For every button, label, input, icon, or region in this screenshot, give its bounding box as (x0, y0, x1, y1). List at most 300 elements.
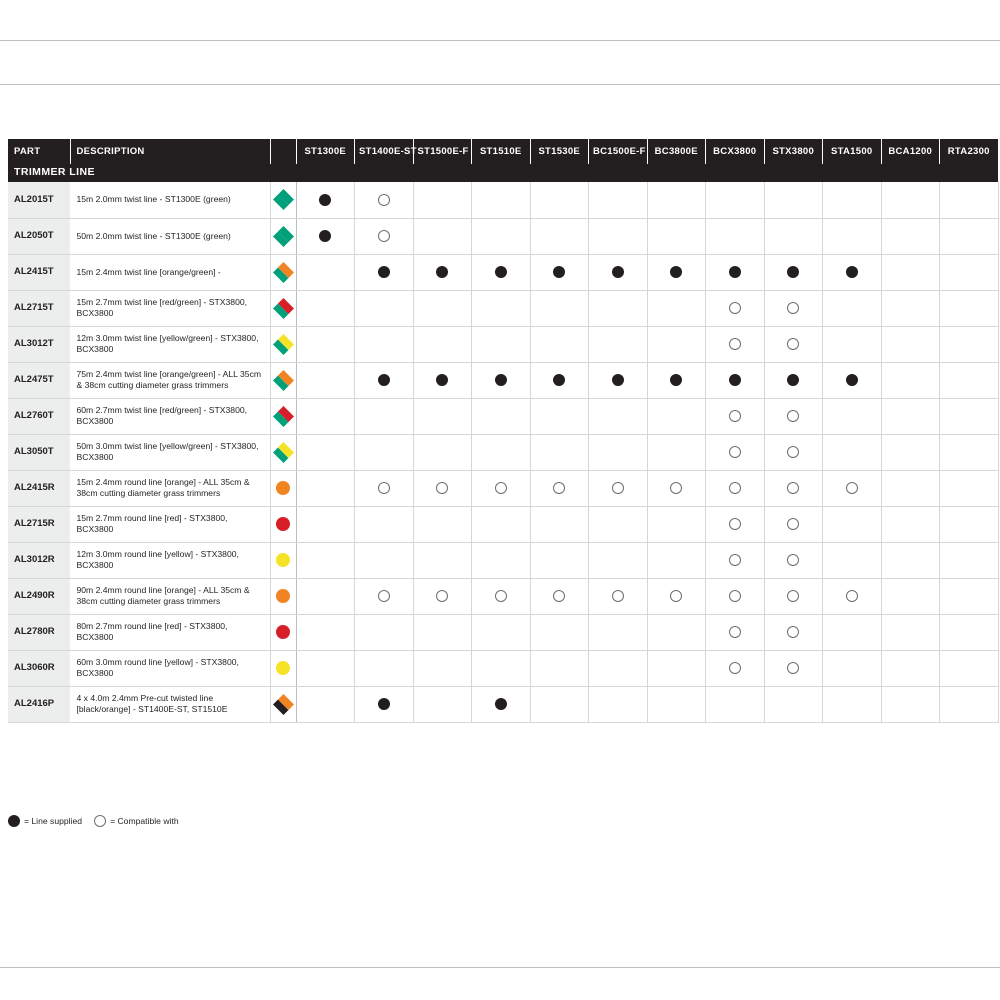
cell-compatibility-mark (881, 470, 940, 506)
cell-compatibility-mark (355, 254, 414, 290)
compatibility-table-container (8, 139, 992, 723)
cell-part-number: AL2416P (8, 686, 70, 722)
colour-swatch-icon (276, 553, 290, 567)
cell-compatibility-mark (881, 254, 940, 290)
cell-compatibility-mark (413, 218, 472, 254)
cell-compatibility-mark (881, 614, 940, 650)
cell-description: 60m 2.7mm twist line [red/green] - STX3800, BCX3800 (70, 398, 270, 434)
cell-compatibility-mark (296, 362, 355, 398)
cell-compatibility-mark (589, 434, 648, 470)
column-header-model: STA1500 (823, 139, 882, 164)
cell-compatibility-mark (413, 686, 472, 722)
table-header-row (8, 139, 998, 164)
cell-compatibility-mark (940, 290, 999, 326)
compatible-with-icon (729, 410, 741, 422)
column-header-model: BCX3800 (706, 139, 765, 164)
compatible-with-icon (436, 590, 448, 602)
cell-part-number: AL2475T (8, 362, 70, 398)
cell-compatibility-mark (589, 398, 648, 434)
cell-part-number: AL2715T (8, 290, 70, 326)
cell-compatibility-mark (940, 398, 999, 434)
compatible-with-icon (729, 446, 741, 458)
cell-compatibility-mark (823, 398, 882, 434)
cell-compatibility-mark (472, 434, 531, 470)
table-row (8, 470, 998, 506)
cell-compatibility-mark (530, 218, 589, 254)
cell-compatibility-mark (589, 614, 648, 650)
column-header-swatch (270, 139, 296, 164)
cell-compatibility-mark (764, 290, 823, 326)
cell-compatibility-mark (355, 182, 414, 218)
cell-description: 50m 3.0mm twist line [yellow/green] - STX3800, BCX3800 (70, 434, 270, 470)
cell-compatibility-mark (413, 254, 472, 290)
line-supplied-icon (787, 266, 799, 278)
cell-compatibility-mark (647, 290, 706, 326)
cell-colour-swatch (270, 578, 296, 614)
cell-compatibility-mark (764, 254, 823, 290)
column-header-model: ST1510E (472, 139, 531, 164)
cell-compatibility-mark (355, 578, 414, 614)
cell-compatibility-mark (881, 542, 940, 578)
compatible-with-icon (729, 482, 741, 494)
table-row (8, 326, 998, 362)
cell-description: 12m 3.0mm round line [yellow] - STX3800, BCX3800 (70, 542, 270, 578)
cell-compatibility-mark (472, 254, 531, 290)
table-row (8, 362, 998, 398)
cell-compatibility-mark (647, 362, 706, 398)
cell-compatibility-mark (296, 470, 355, 506)
table-row (8, 398, 998, 434)
line-supplied-icon (319, 194, 331, 206)
cell-compatibility-mark (413, 290, 472, 326)
cell-compatibility-mark (472, 614, 531, 650)
cell-compatibility-mark (706, 218, 765, 254)
cell-compatibility-mark (764, 578, 823, 614)
line-supplied-icon (612, 374, 624, 386)
compatible-with-icon (378, 194, 390, 206)
cell-compatibility-mark (589, 362, 648, 398)
cell-compatibility-mark (472, 542, 531, 578)
compatible-with-icon (612, 482, 624, 494)
cell-compatibility-mark (589, 686, 648, 722)
line-supplied-icon (729, 266, 741, 278)
cell-compatibility-mark (647, 614, 706, 650)
cell-part-number: AL2415T (8, 254, 70, 290)
compatible-with-icon (787, 554, 799, 566)
line-supplied-icon (553, 374, 565, 386)
line-supplied-icon (846, 266, 858, 278)
cell-compatibility-mark (472, 290, 531, 326)
table-row (8, 182, 998, 218)
cell-compatibility-mark (647, 506, 706, 542)
cell-compatibility-mark (881, 362, 940, 398)
cell-compatibility-mark (589, 326, 648, 362)
cell-compatibility-mark (355, 218, 414, 254)
cell-compatibility-mark (647, 218, 706, 254)
table-row (8, 650, 998, 686)
compatible-with-icon (495, 482, 507, 494)
colour-swatch-icon (276, 481, 290, 495)
cell-compatibility-mark (940, 362, 999, 398)
cell-compatibility-mark (530, 578, 589, 614)
cell-compatibility-mark (706, 290, 765, 326)
compatible-with-icon (670, 590, 682, 602)
footer-divider (0, 967, 1000, 968)
colour-swatch-icon (272, 369, 293, 390)
line-supplied-icon (787, 374, 799, 386)
cell-description: 75m 2.4mm twist line [orange/green] - ALL 35cm & 38cm cutting diameter grass trimmers (70, 362, 270, 398)
cell-compatibility-mark (530, 434, 589, 470)
colour-swatch-icon (276, 625, 290, 639)
cell-compatibility-mark (764, 686, 823, 722)
cell-compatibility-mark (413, 362, 472, 398)
cell-description: 15m 2.7mm twist line [red/green] - STX3800, BCX3800 (70, 290, 270, 326)
compatible-with-icon (612, 590, 624, 602)
cell-compatibility-mark (589, 290, 648, 326)
cell-part-number: AL2715R (8, 506, 70, 542)
legend (8, 815, 187, 827)
cell-compatibility-mark (823, 506, 882, 542)
cell-compatibility-mark (530, 254, 589, 290)
cell-compatibility-mark (706, 254, 765, 290)
line-supplied-icon (495, 374, 507, 386)
column-header-model: ST1500E-F (413, 139, 472, 164)
compatible-with-icon (787, 626, 799, 638)
cell-compatibility-mark (940, 542, 999, 578)
cell-compatibility-mark (881, 650, 940, 686)
cell-compatibility-mark (355, 362, 414, 398)
cell-compatibility-mark (647, 326, 706, 362)
cell-compatibility-mark (647, 182, 706, 218)
cell-compatibility-mark (706, 326, 765, 362)
compatible-with-icon (436, 482, 448, 494)
cell-description: 90m 2.4mm round line [orange] - ALL 35cm & 38cm cutting diameter grass trimmers (70, 578, 270, 614)
cell-colour-swatch (270, 506, 296, 542)
line-supplied-icon (319, 230, 331, 242)
cell-compatibility-mark (355, 614, 414, 650)
cell-compatibility-mark (881, 326, 940, 362)
colour-swatch-icon (276, 661, 290, 675)
cell-colour-swatch (270, 254, 296, 290)
cell-compatibility-mark (472, 362, 531, 398)
cell-compatibility-mark (940, 254, 999, 290)
line-supplied-icon (495, 698, 507, 710)
cell-compatibility-mark (823, 218, 882, 254)
cell-compatibility-mark (355, 290, 414, 326)
cell-description: 15m 2.4mm round line [orange] - ALL 35cm & 38cm cutting diameter grass trimmers (70, 470, 270, 506)
table-row (8, 254, 998, 290)
column-header-model: BC1500E-F (589, 139, 648, 164)
cell-colour-swatch (270, 650, 296, 686)
cell-compatibility-mark (823, 182, 882, 218)
cell-compatibility-mark (940, 578, 999, 614)
cell-compatibility-mark (764, 434, 823, 470)
cell-compatibility-mark (589, 470, 648, 506)
cell-compatibility-mark (881, 218, 940, 254)
compatible-with-icon (846, 482, 858, 494)
cell-description: 15m 2.0mm twist line - ST1300E (green) (70, 182, 270, 218)
cell-compatibility-mark (940, 182, 999, 218)
column-header-model: RTA2300 (940, 139, 999, 164)
cell-compatibility-mark (706, 434, 765, 470)
cell-compatibility-mark (881, 290, 940, 326)
cell-compatibility-mark (823, 614, 882, 650)
cell-compatibility-mark (940, 218, 999, 254)
cell-compatibility-mark (472, 650, 531, 686)
header-divider-top (0, 40, 1000, 41)
line-supplied-icon (436, 266, 448, 278)
compatible-with-icon (729, 554, 741, 566)
cell-colour-swatch (270, 686, 296, 722)
cell-compatibility-mark (589, 218, 648, 254)
cell-compatibility-mark (472, 686, 531, 722)
cell-compatibility-mark (764, 182, 823, 218)
cell-compatibility-mark (472, 398, 531, 434)
compatible-with-icon (729, 338, 741, 350)
compatible-with-icon (729, 626, 741, 638)
cell-compatibility-mark (296, 218, 355, 254)
cell-compatibility-mark (530, 506, 589, 542)
cell-compatibility-mark (413, 398, 472, 434)
cell-colour-swatch (270, 434, 296, 470)
cell-compatibility-mark (472, 326, 531, 362)
line-supplied-icon (553, 266, 565, 278)
cell-compatibility-mark (940, 470, 999, 506)
cell-compatibility-mark (296, 434, 355, 470)
cell-colour-swatch (270, 542, 296, 578)
compatible-with-icon (846, 590, 858, 602)
cell-compatibility-mark (589, 506, 648, 542)
cell-compatibility-mark (530, 650, 589, 686)
compatible-with-icon (787, 590, 799, 602)
cell-compatibility-mark (940, 650, 999, 686)
cell-compatibility-mark (296, 398, 355, 434)
line-supplied-icon (378, 266, 390, 278)
cell-part-number: AL2015T (8, 182, 70, 218)
cell-description: 50m 2.0mm twist line - ST1300E (green) (70, 218, 270, 254)
cell-compatibility-mark (706, 542, 765, 578)
cell-compatibility-mark (823, 470, 882, 506)
cell-compatibility-mark (472, 182, 531, 218)
cell-compatibility-mark (706, 182, 765, 218)
cell-compatibility-mark (940, 686, 999, 722)
cell-compatibility-mark (764, 362, 823, 398)
cell-compatibility-mark (823, 434, 882, 470)
cell-colour-swatch (270, 470, 296, 506)
column-header-model: ST1300E (296, 139, 355, 164)
line-supplied-icon (612, 266, 624, 278)
cell-compatibility-mark (940, 506, 999, 542)
cell-compatibility-mark (764, 218, 823, 254)
compatible-with-icon (787, 338, 799, 350)
cell-compatibility-mark (296, 182, 355, 218)
cell-description: 15m 2.7mm round line [red] - STX3800, BCX3800 (70, 506, 270, 542)
line-supplied-icon (495, 266, 507, 278)
cell-compatibility-mark (413, 434, 472, 470)
compatible-with-icon (378, 482, 390, 494)
cell-compatibility-mark (881, 398, 940, 434)
cell-compatibility-mark (296, 650, 355, 686)
cell-compatibility-mark (589, 578, 648, 614)
legend-compatible-label: = Compatible with (110, 816, 179, 826)
cell-compatibility-mark (647, 686, 706, 722)
cell-description: 15m 2.4mm twist line [orange/green] - (70, 254, 270, 290)
cell-compatibility-mark (296, 254, 355, 290)
compatible-with-icon (670, 482, 682, 494)
cell-description: 4 x 4.0m 2.4mm Pre-cut twisted line [black/orange] - ST1400E-ST, ST1510E (70, 686, 270, 722)
compatible-with-icon (729, 518, 741, 530)
cell-compatibility-mark (472, 470, 531, 506)
line-supplied-icon (846, 374, 858, 386)
cell-compatibility-mark (881, 506, 940, 542)
cell-compatibility-mark (413, 326, 472, 362)
line-supplied-icon (729, 374, 741, 386)
cell-compatibility-mark (589, 254, 648, 290)
cell-compatibility-mark (355, 506, 414, 542)
line-supplied-icon (436, 374, 448, 386)
cell-compatibility-mark (413, 578, 472, 614)
cell-compatibility-mark (296, 326, 355, 362)
table-row (8, 506, 998, 542)
cell-compatibility-mark (647, 650, 706, 686)
compatible-with-icon (729, 302, 741, 314)
table-body (8, 164, 998, 722)
cell-compatibility-mark (413, 542, 472, 578)
cell-colour-swatch (270, 398, 296, 434)
line-supplied-icon (670, 266, 682, 278)
cell-compatibility-mark (472, 218, 531, 254)
table-row (8, 686, 998, 722)
cell-compatibility-mark (296, 506, 355, 542)
table-row (8, 290, 998, 326)
cell-compatibility-mark (530, 326, 589, 362)
cell-colour-swatch (270, 182, 296, 218)
compatible-with-icon (553, 482, 565, 494)
cell-compatibility-mark (647, 542, 706, 578)
cell-compatibility-mark (413, 182, 472, 218)
cell-compatibility-mark (296, 290, 355, 326)
cell-compatibility-mark (823, 326, 882, 362)
section-header-row (8, 164, 998, 182)
cell-compatibility-mark (530, 614, 589, 650)
column-header-model: BC3800E (647, 139, 706, 164)
colour-swatch-icon (272, 189, 293, 210)
cell-compatibility-mark (940, 434, 999, 470)
cell-compatibility-mark (530, 290, 589, 326)
cell-compatibility-mark (647, 434, 706, 470)
cell-compatibility-mark (940, 326, 999, 362)
compatible-with-icon (378, 230, 390, 242)
cell-part-number: AL3012R (8, 542, 70, 578)
cell-compatibility-mark (881, 434, 940, 470)
cell-colour-swatch (270, 614, 296, 650)
cell-part-number: AL2490R (8, 578, 70, 614)
compatibility-table (8, 139, 999, 723)
cell-colour-swatch (270, 326, 296, 362)
cell-compatibility-mark (413, 506, 472, 542)
cell-compatibility-mark (647, 254, 706, 290)
cell-compatibility-mark (647, 578, 706, 614)
compatible-with-icon (495, 590, 507, 602)
cell-compatibility-mark (413, 470, 472, 506)
colour-swatch-icon (272, 693, 293, 714)
cell-compatibility-mark (940, 614, 999, 650)
cell-compatibility-mark (355, 326, 414, 362)
cell-compatibility-mark (589, 650, 648, 686)
cell-colour-swatch (270, 290, 296, 326)
cell-compatibility-mark (764, 506, 823, 542)
cell-compatibility-mark (706, 362, 765, 398)
cell-part-number: AL2760T (8, 398, 70, 434)
legend-compatible-icon (94, 815, 106, 827)
legend-line-supplied-icon (8, 815, 20, 827)
column-header-model: ST1400E-ST (355, 139, 414, 164)
compatible-with-icon (787, 446, 799, 458)
cell-part-number: AL2415R (8, 470, 70, 506)
cell-description: 60m 3.0mm round line [yellow] - STX3800, BCX3800 (70, 650, 270, 686)
cell-compatibility-mark (472, 578, 531, 614)
cell-compatibility-mark (706, 470, 765, 506)
cell-compatibility-mark (881, 578, 940, 614)
cell-compatibility-mark (472, 506, 531, 542)
colour-swatch-icon (272, 225, 293, 246)
cell-compatibility-mark (823, 578, 882, 614)
cell-description: 80m 2.7mm round line [red] - STX3800, BCX3800 (70, 614, 270, 650)
cell-compatibility-mark (706, 398, 765, 434)
table-header (8, 139, 998, 164)
colour-swatch-icon (276, 517, 290, 531)
header-divider-second (0, 84, 1000, 85)
cell-compatibility-mark (764, 470, 823, 506)
section-title: TRIMMER LINE (8, 164, 998, 182)
table-row (8, 434, 998, 470)
line-supplied-icon (378, 374, 390, 386)
cell-compatibility-mark (706, 614, 765, 650)
colour-swatch-icon (272, 405, 293, 426)
cell-description: 12m 3.0mm twist line [yellow/green] - STX3800, BCX3800 (70, 326, 270, 362)
cell-compatibility-mark (296, 578, 355, 614)
cell-compatibility-mark (881, 686, 940, 722)
compatible-with-icon (787, 518, 799, 530)
colour-swatch-icon (272, 333, 293, 354)
cell-part-number: AL3060R (8, 650, 70, 686)
cell-compatibility-mark (764, 326, 823, 362)
line-supplied-icon (670, 374, 682, 386)
colour-swatch-icon (272, 261, 293, 282)
cell-compatibility-mark (355, 650, 414, 686)
cell-compatibility-mark (413, 614, 472, 650)
colour-swatch-icon (276, 589, 290, 603)
cell-compatibility-mark (823, 254, 882, 290)
cell-compatibility-mark (530, 686, 589, 722)
cell-compatibility-mark (530, 398, 589, 434)
cell-part-number: AL2050T (8, 218, 70, 254)
cell-compatibility-mark (764, 398, 823, 434)
table-row (8, 542, 998, 578)
column-header-model: ST1530E (530, 139, 589, 164)
cell-compatibility-mark (764, 542, 823, 578)
compatible-with-icon (553, 590, 565, 602)
legend-line-supplied-label: = Line supplied (24, 816, 83, 826)
cell-compatibility-mark (355, 398, 414, 434)
column-header-model: BCA1200 (881, 139, 940, 164)
compatible-with-icon (787, 302, 799, 314)
line-supplied-icon (378, 698, 390, 710)
compatible-with-icon (787, 482, 799, 494)
cell-compatibility-mark (823, 362, 882, 398)
cell-compatibility-mark (706, 506, 765, 542)
cell-part-number: AL3050T (8, 434, 70, 470)
